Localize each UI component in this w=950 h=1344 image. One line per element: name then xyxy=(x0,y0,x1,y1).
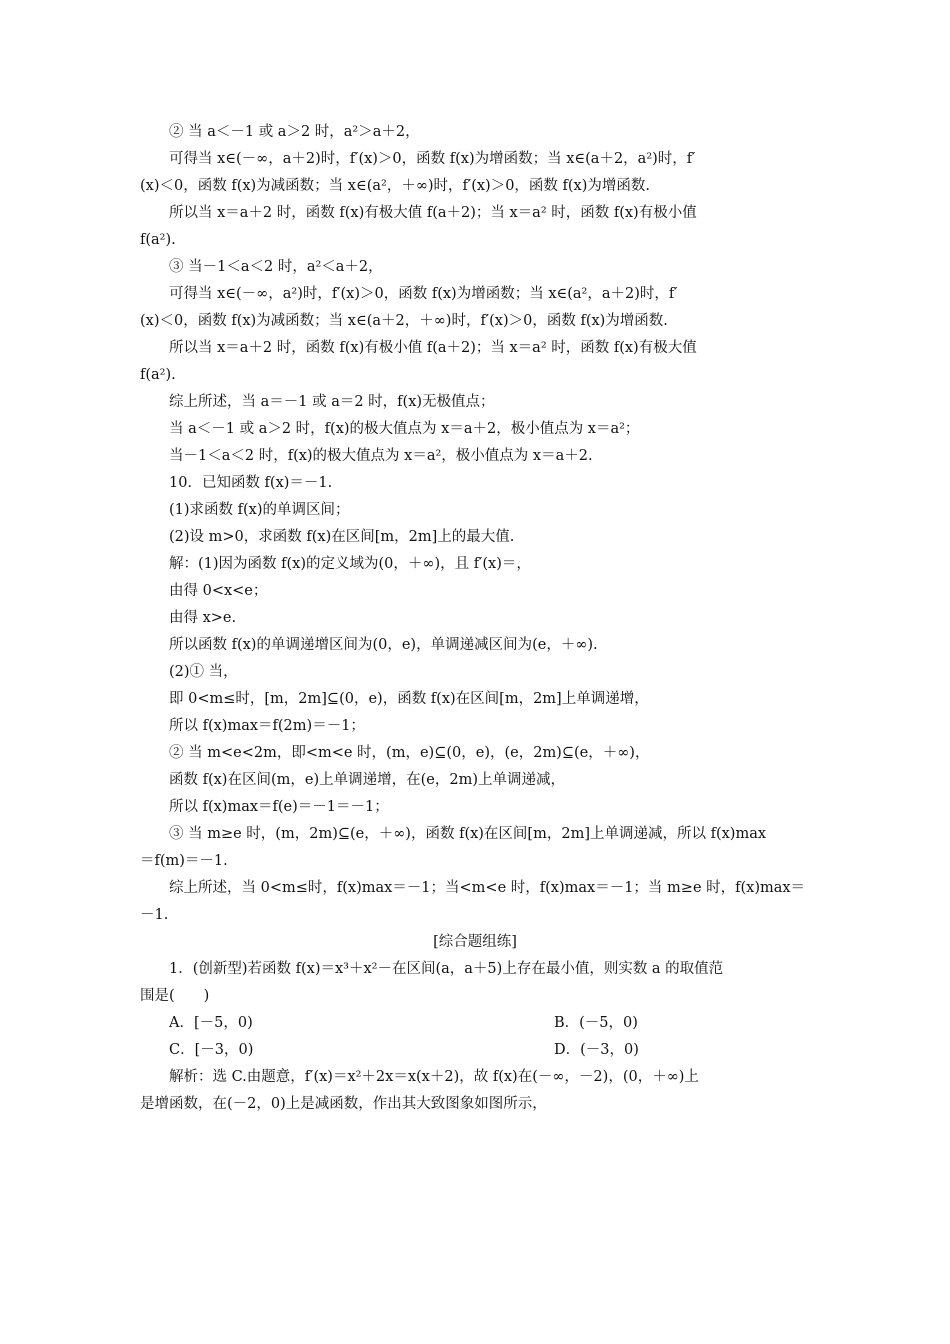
text-line: 解：(1)因为函数 f(x)的定义域为(0，＋∞)，且 f′(x)＝， xyxy=(169,556,531,572)
text-line: 函数 f(x)在区间(m，e)上单调递增，在(e，2m)上单调递减， xyxy=(169,772,565,788)
text-line: 所以当 x＝a＋2 时，函数 f(x)有极小值 f(a＋2)；当 x＝a² 时，函数 f(x)有极大值 xyxy=(169,340,697,356)
text-line: 由得 0<x<e； xyxy=(169,583,268,599)
text-line: (1)求函数 f(x)的单调区间； xyxy=(169,502,350,518)
text-line: 由得 x>e. xyxy=(169,610,237,626)
text-line: (x)＜0，函数 f(x)为减函数；当 x∈(a＋2，＋∞)时，f′(x)＞0，函数 f(x)为增函数. xyxy=(140,313,668,329)
text-line: 可得当 x∈(－∞，a²)时，f′(x)＞0，函数 f(x)为增函数；当 x∈(a²，a＋2)时，f′ xyxy=(169,286,678,302)
option-b: B．(－5，0) xyxy=(554,1015,638,1031)
text-line: (2)设 m>0，求函数 f(x)在区间[m，2m]上的最大值. xyxy=(169,529,515,545)
text-line: f(a²). xyxy=(140,232,176,248)
option-d: D．(－3，0) xyxy=(554,1042,639,1058)
text-line: 所以函数 f(x)的单调递增区间为(0，e)，单调递减区间为(e，＋∞). xyxy=(169,637,598,653)
option-c: C．[－3，0) xyxy=(169,1042,254,1058)
option-a: A．[－5，0) xyxy=(169,1015,253,1031)
text-line: ② 当 a＜－1 或 a＞2 时，a²＞a＋2， xyxy=(169,124,420,140)
text-line: －1. xyxy=(140,907,169,923)
problem-heading: 10．已知函数 f(x)＝－1. xyxy=(169,475,333,491)
text-line: f(a²). xyxy=(140,367,176,383)
text-line: 所以当 x＝a＋2 时，函数 f(x)有极大值 f(a＋2)；当 x＝a² 时，函数 f(x)有极小值 xyxy=(169,205,697,221)
question-text: 围是( ) xyxy=(140,988,210,1004)
text-line: 所以 f(x)max＝f(2m)＝－1； xyxy=(169,718,365,734)
question-text: 1．(创新型)若函数 f(x)＝x³＋x²－在区间(a，a＋5)上存在最小值，则实数 a 的取值范 xyxy=(169,961,724,977)
text-line: 即 0<m≤时，[m，2m]⊆(0，e)，函数 f(x)在区间[m，2m]上单调递增， xyxy=(169,691,649,707)
text-line: 可得当 x∈(－∞，a＋2)时，f′(x)＞0，函数 f(x)为增函数；当 x∈(a＋2，a²)时，f′ xyxy=(169,151,696,167)
text-line: 综上所述，当 a＝－1 或 a＝2 时，f(x)无极值点； xyxy=(169,394,495,410)
text-line: ② 当 m<e<2m，即<m<e 时，(m，e)⊆(0，e)，(e，2m)⊆(e，＋∞)， xyxy=(169,745,650,761)
answer-text: 解析：选 C.由题意，f′(x)＝x²＋2x＝x(x＋2)，故 f(x)在(－∞，－2)，(0，＋∞)上 xyxy=(169,1069,699,1085)
text-line: 所以 f(x)max＝f(e)＝－1＝－1； xyxy=(169,799,389,815)
text-line: 当－1＜a＜2 时，f(x)的极大值点为 x＝a²，极小值点为 x＝a＋2. xyxy=(169,448,593,464)
text-line: ③ 当 m≥e 时，(m，2m)⊆(e，＋∞)，函数 f(x)在区间[m，2m]上单调递减，所以 f(x)max xyxy=(169,826,767,842)
answer-text: 是增函数，在(－2，0)上是减函数，作出其大致图象如图所示， xyxy=(140,1096,547,1112)
text-line: (2)① 当， xyxy=(169,664,238,680)
text-line: ＝f(m)＝－1. xyxy=(140,853,228,869)
text-line: 综上所述，当 0<m≤时，f(x)max＝－1；当<m<e 时，f(x)max＝－1；当 m≥e 时，f(x)max＝ xyxy=(169,880,806,896)
section-heading: [综合题组练] xyxy=(433,934,517,950)
text-line: (x)＜0，函数 f(x)为减函数；当 x∈(a²，＋∞)时，f′(x)＞0，函数 f(x)为增函数. xyxy=(140,178,651,194)
text-line: 当 a＜－1 或 a＞2 时，f(x)的极大值点为 x＝a＋2，极小值点为 x＝a²； xyxy=(169,421,640,437)
text-line: ③ 当－1＜a＜2 时，a²＜a＋2， xyxy=(169,259,383,275)
